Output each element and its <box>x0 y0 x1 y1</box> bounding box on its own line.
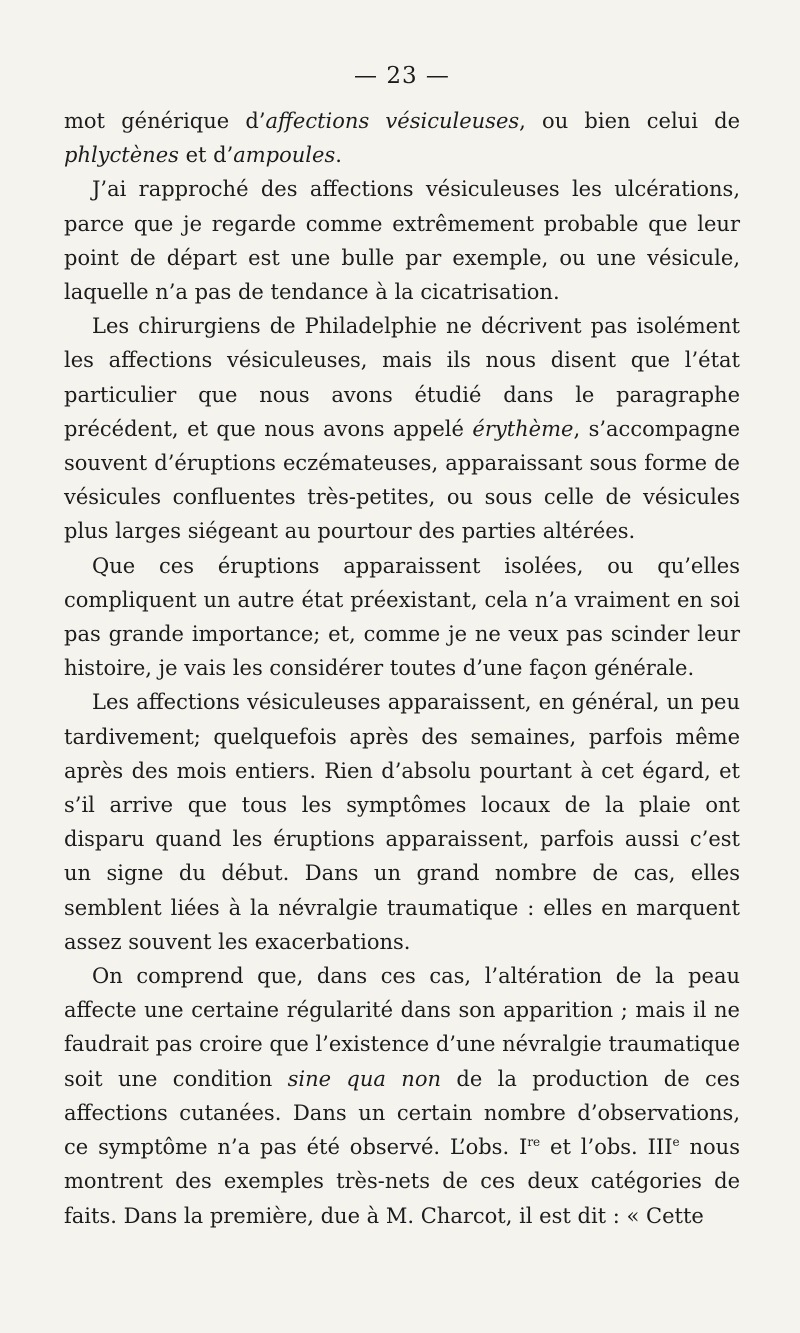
text-segment: et d’ <box>178 143 234 168</box>
italic-term: érythème <box>472 416 574 441</box>
superscript: re <box>527 1135 541 1150</box>
italic-term: sine qua non <box>287 1066 441 1091</box>
paragraph-2: J’ai rapproché des affections vésiculeuses les ulcérations, parce que je regarde comme extrêmement probable que leur point de départ est une bulle par exemple, ou une vésicule, laquelle n’a pas de tendance à la cicatrisation. <box>64 177 740 305</box>
text-segment: , s’accompagne souvent d’éruptions eczémateuses, apparaissant sous forme de vésicules confluentes très-petites, ou sous celle de vésicules plus larges siégeant au pourtour des parties altérées. <box>64 416 740 544</box>
text-segment: . <box>335 143 342 168</box>
paragraph-3 <box>64 309 740 548</box>
text-segment: de la production de ces affections cutanées. Dans un certain nombre d’observations, ce symptôme n’a pas été observé. L’obs. I <box>64 1066 741 1160</box>
page-number: — 23 — <box>354 63 450 89</box>
text-segment: On comprend que, dans ces cas, l’altération de la peau affecte une certaine régularité dans son apparition ; mais il ne faudrait pas croire que l’existence d’une névralgie traumatique soit une condition <box>64 964 740 1091</box>
italic-term: ampoules <box>233 143 336 168</box>
body-text <box>64 104 740 1233</box>
paragraph-4: Que ces éruptions apparaissent isolées, ou qu’elles compliquent un autre état préexistant, cela n’a vraiment en soi pas grande importance; et, comme je ne veux pas scinder leur histoire, je vais les considérer toutes d’une façon générale. <box>64 553 740 681</box>
italic-term: phlyctènes <box>64 143 179 168</box>
text-segment: Les chirurgiens de Philadelphie ne décrivent pas isolément les affections vésiculeuses, mais ils nous disent que l’état particulier que nous avons étudié dans le paragraphe précédent, et que nous avons appelé <box>64 314 740 441</box>
paragraph-1 <box>64 104 740 172</box>
italic-term: affections vésiculeuses <box>265 109 520 133</box>
text-segment: nous montrent des exemples très-nets de ces deux catégories de faits. Dans la première, due à M. Charcot, il est dit : « Cette <box>64 1135 740 1228</box>
text-segment: mot générique d’ <box>64 109 266 133</box>
text-segment: , ou bien celui de <box>519 109 740 133</box>
paragraph-5: Les affections vésiculeuses apparaissent, en général, un peu tardivement; quelquefois après des semaines, parfois même après des mois entiers. Rien d’absolu pourtant à cet égard, et s’il arrive que tous les symptômes locaux de la plaie ont disparu quand les éruptions apparaissent, parfois aussi c’est un signe du début. Dans un grand nombre de cas, elles semblent liées à la névralgie traumatique : elles en marquent assez souvent les exacerbations. <box>64 690 740 954</box>
text-segment: et l’obs. III <box>540 1135 673 1160</box>
paragraph-6 <box>64 959 740 1233</box>
superscript: e <box>672 1135 680 1150</box>
